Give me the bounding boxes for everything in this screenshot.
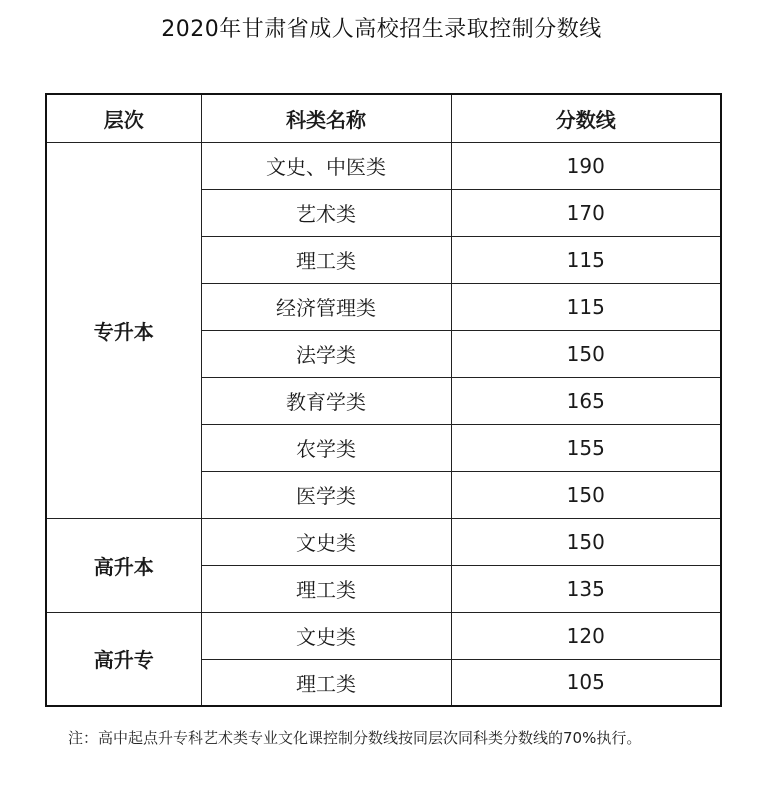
footnote: 注：高中起点升专科艺术类专业文化课控制分数线按同层次同科类分数线的70%执行。 — [68, 729, 642, 747]
category-cell: 医学类 — [201, 471, 451, 518]
header-category: 科类名称 — [201, 94, 451, 142]
level-cell: 高升本 — [46, 518, 201, 612]
category-cell: 教育学类 — [201, 377, 451, 424]
level-cell: 高升专 — [46, 612, 201, 706]
table-row — [46, 612, 721, 659]
score-cell: 170 — [451, 189, 721, 236]
score-table — [45, 93, 722, 707]
score-cell: 150 — [451, 471, 721, 518]
header-score: 分数线 — [451, 94, 721, 142]
score-cell: 105 — [451, 659, 721, 706]
score-cell: 115 — [451, 283, 721, 330]
category-cell: 理工类 — [201, 659, 451, 706]
score-cell: 115 — [451, 236, 721, 283]
category-cell: 理工类 — [201, 236, 451, 283]
score-cell: 150 — [451, 518, 721, 565]
category-cell: 法学类 — [201, 330, 451, 377]
category-cell: 艺术类 — [201, 189, 451, 236]
table-row — [46, 142, 721, 189]
category-cell: 农学类 — [201, 424, 451, 471]
table-header-row — [46, 94, 721, 142]
category-cell: 理工类 — [201, 565, 451, 612]
score-cell: 135 — [451, 565, 721, 612]
score-cell: 150 — [451, 330, 721, 377]
score-cell: 190 — [451, 142, 721, 189]
category-cell: 文史类 — [201, 518, 451, 565]
category-cell: 文史、中医类 — [201, 142, 451, 189]
table-row — [46, 518, 721, 565]
category-cell: 经济管理类 — [201, 283, 451, 330]
score-cell: 165 — [451, 377, 721, 424]
table-body — [46, 142, 721, 706]
page-title: 2020年甘肃省成人高校招生录取控制分数线 — [161, 17, 602, 42]
category-cell: 文史类 — [201, 612, 451, 659]
score-cell: 155 — [451, 424, 721, 471]
score-cell: 120 — [451, 612, 721, 659]
level-cell: 专升本 — [46, 142, 201, 518]
header-level: 层次 — [46, 94, 201, 142]
